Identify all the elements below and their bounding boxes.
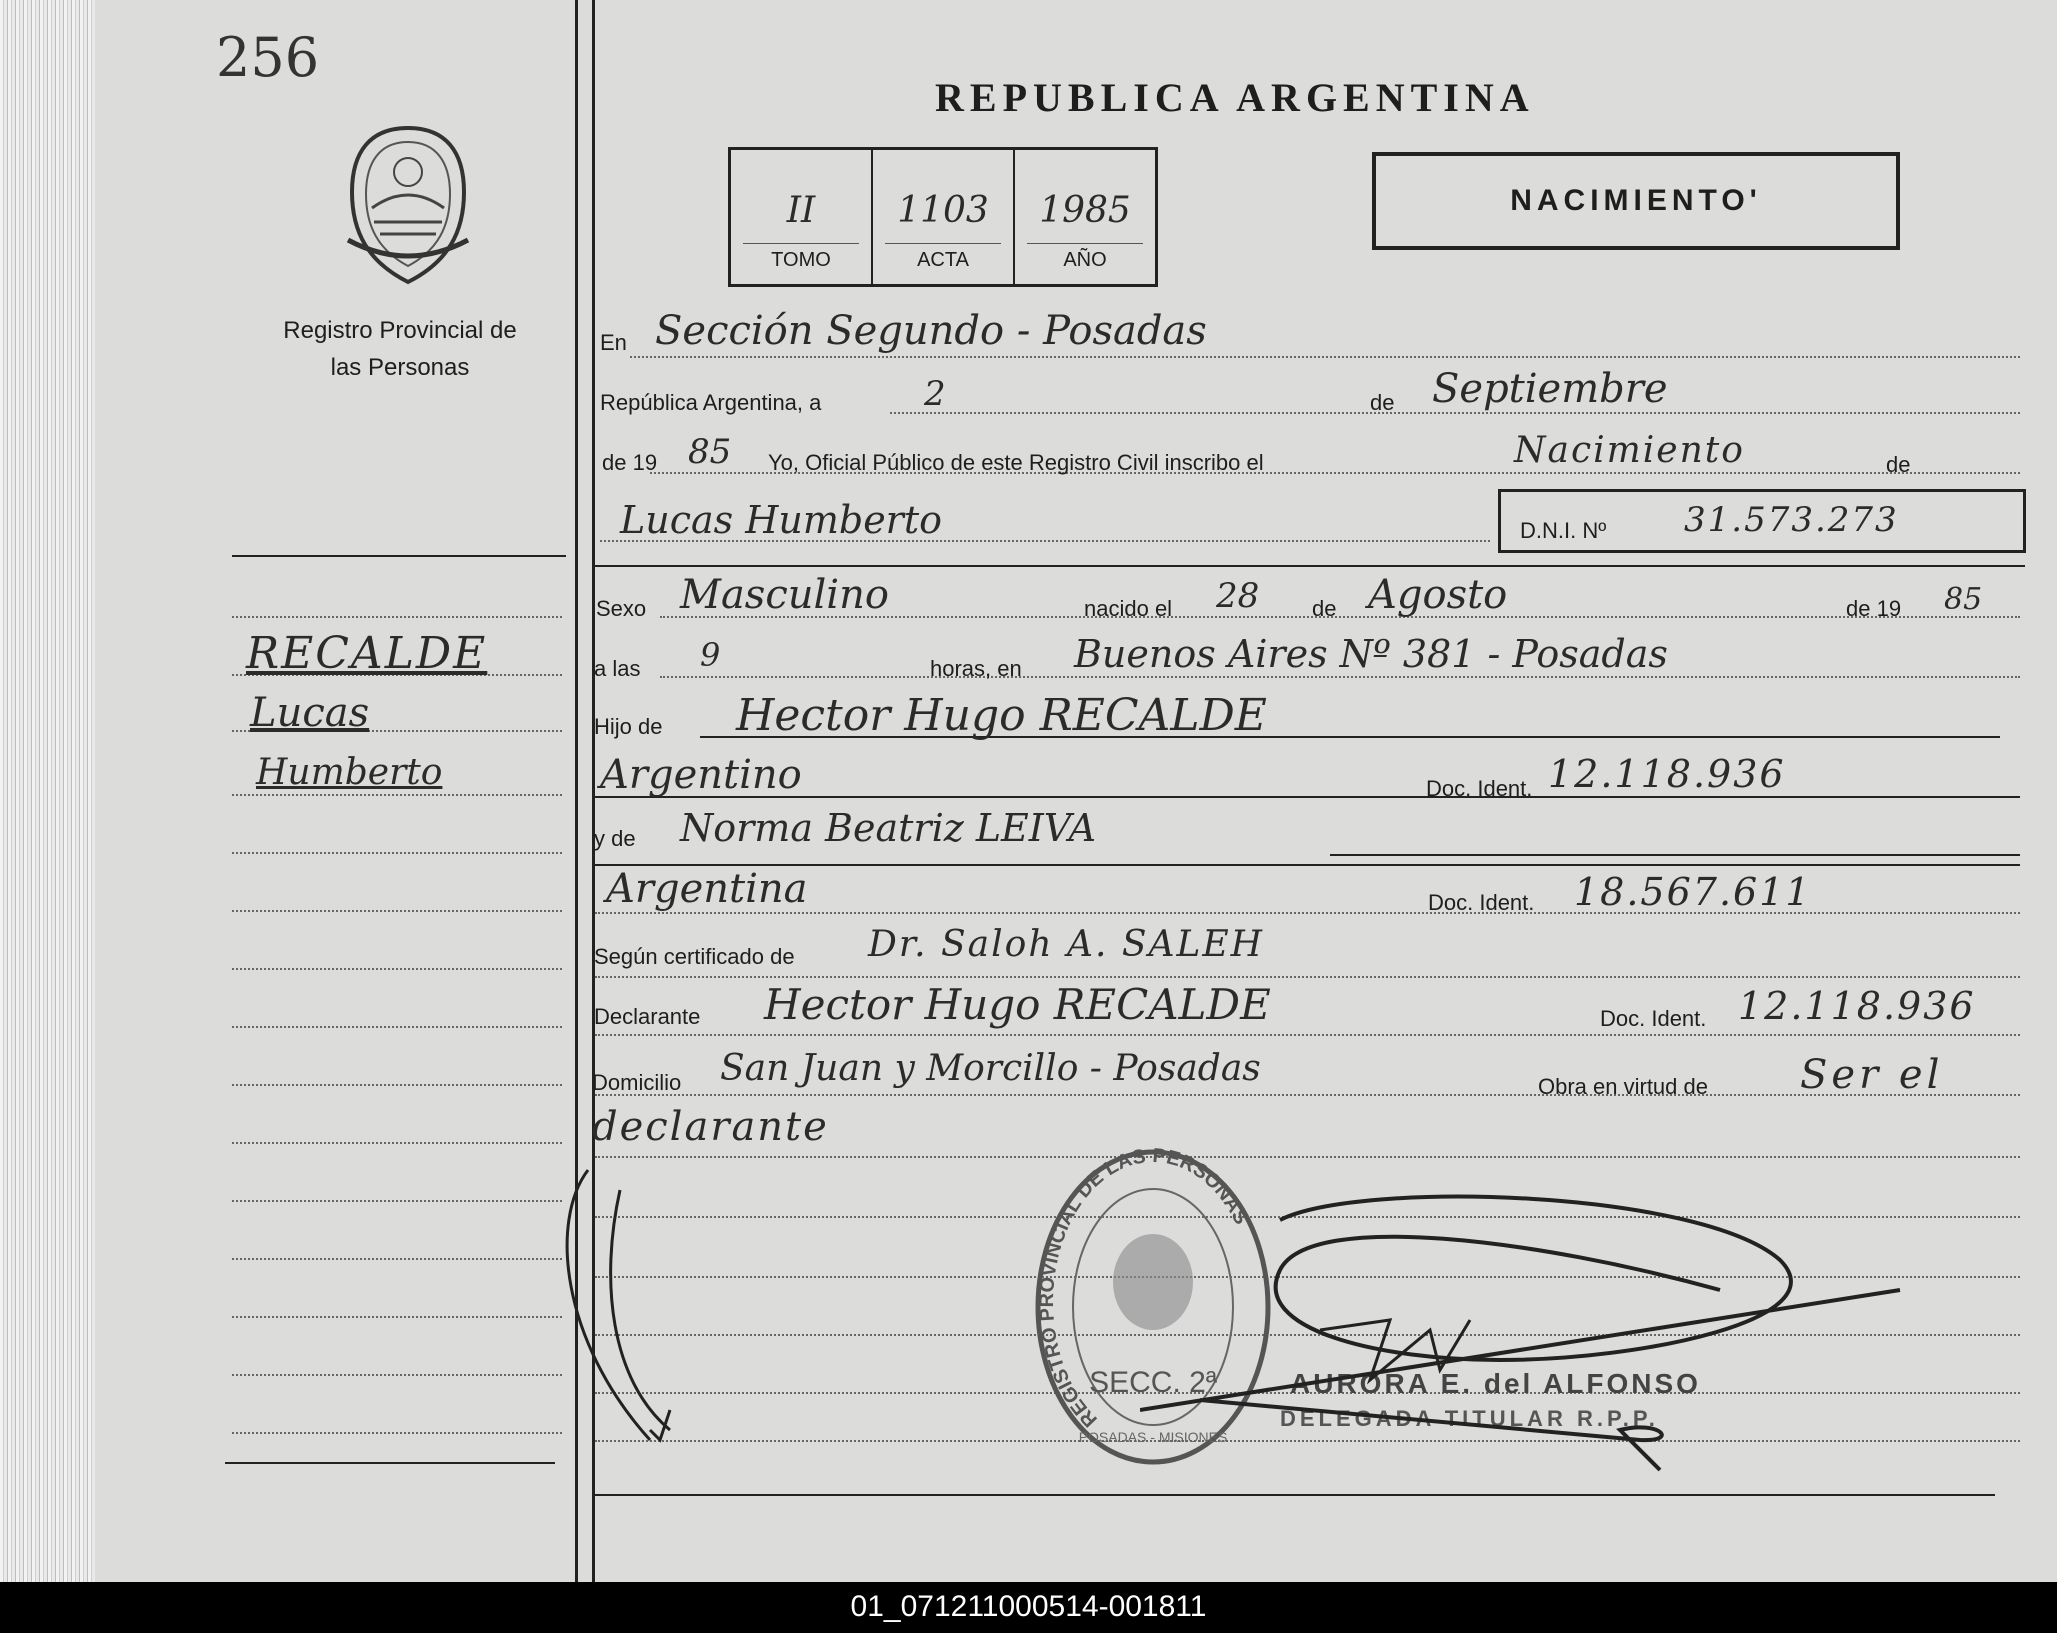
mother-doc-label: Doc. Ident.: [1428, 890, 1535, 915]
form-line-13: [595, 1034, 2020, 1036]
margin-dotted-line: [232, 968, 562, 970]
official-signature: [1140, 1180, 1960, 1480]
act-value: Nacimiento: [1514, 430, 1745, 471]
anio-value: 1985: [1039, 190, 1131, 231]
record-type: NACIMIENTO': [1510, 184, 1762, 217]
margin-top-rule: [232, 555, 566, 557]
mother-nationality-value: Argentina: [606, 866, 808, 912]
place-value: Buenos Aires Nº 381 - Posadas: [1074, 632, 1668, 676]
stamp-bottom-text: POSADAS - MISIONES: [1078, 1429, 1228, 1445]
form-line-2: [890, 412, 2020, 414]
section-value: Sección Segundo - Posadas: [655, 308, 1207, 354]
dni-value: 31.573.273: [1684, 500, 1899, 540]
form-line-10: [595, 864, 2020, 866]
father-value: Hector Hugo RECALDE: [736, 690, 1267, 741]
caption-bar: [0, 1582, 2057, 1633]
day-value: 2: [924, 374, 946, 414]
de-label: de: [1370, 390, 1395, 415]
record-type-box: [1372, 152, 1900, 250]
margin-bottom-rule: [225, 1462, 555, 1464]
form-line-6: [660, 676, 2020, 678]
en-label: En: [600, 330, 627, 355]
margin-dotted-line: [232, 1258, 562, 1260]
mother-doc-value: 18.567.611: [1574, 870, 1812, 914]
domicilio-value: San Juan y Morcillo - Posadas: [720, 1048, 1261, 1089]
form-line-1: [630, 356, 2020, 358]
a-las-label: a las: [594, 656, 641, 681]
margin-dotted-line: [232, 1142, 562, 1144]
year-value: 85: [688, 432, 732, 472]
birth-year-value: 85: [1944, 582, 1983, 617]
father-doc-label: Doc. Ident.: [1426, 776, 1533, 801]
tomo-value: II: [786, 190, 816, 231]
certificado-label: Según certificado de: [594, 944, 795, 969]
registry-reference-box: [728, 147, 1158, 287]
official-title: DELEGADA TITULAR R.P.P.: [1280, 1406, 1659, 1431]
form-line-9: [1330, 854, 2020, 856]
declarante-doc-label: Doc. Ident.: [1600, 1006, 1707, 1031]
margin-dotted-line: [232, 1084, 562, 1086]
margin-first-name: Lucas: [250, 690, 370, 736]
oficial-text: Yo, Oficial Público de este Registro Civil inscribo el: [768, 450, 1264, 475]
dni-label: D.N.I. Nº: [1520, 518, 1607, 543]
person-name-value: Lucas Humberto: [620, 498, 942, 542]
certificado-value: Dr. Saloh A. SALEH: [868, 924, 1265, 965]
de19-label: de 19: [1846, 596, 1902, 621]
nacido-label: nacido el: [1084, 596, 1173, 621]
de-label-2: de: [1886, 452, 1911, 477]
mother-value: Norma Beatriz LEIVA: [680, 806, 1097, 850]
horas-label: horas, en: [930, 656, 1022, 681]
margin-surname: RECALDE: [246, 628, 488, 679]
book-page-edges: [0, 0, 95, 1582]
hora-value: 9: [700, 636, 721, 674]
official-name: AURORA E. del ALFONSO: [1290, 1368, 1701, 1399]
obra-value-2: declarante: [592, 1104, 829, 1150]
acta-value: 1103: [897, 190, 989, 231]
domicilio-label: Domicilio: [592, 1070, 682, 1095]
sexo-value: Masculino: [680, 572, 889, 618]
form-line-8: [595, 796, 2020, 798]
declarante-label: Declarante: [594, 1004, 701, 1029]
margin-dotted-line: [232, 616, 562, 618]
anio-label: AÑO: [1063, 249, 1107, 271]
province-seal-icon: [340, 122, 476, 288]
stamp-center-text: SECC. 2ª: [1089, 1366, 1217, 1399]
declarante-value: Hector Hugo RECALDE: [764, 980, 1271, 1029]
page-number: 256: [216, 26, 320, 89]
country-title: REPUBLICA ARGENTINA: [935, 75, 1535, 120]
hijo-label: Hijo de: [594, 714, 663, 739]
declarante-doc-value: 12.118.936: [1738, 984, 1976, 1028]
section-rule: [595, 565, 2025, 567]
margin-dotted-line: [232, 852, 562, 854]
obra-label: Obra en virtud de: [1538, 1074, 1708, 1099]
form-bottom-rule: [595, 1494, 1995, 1496]
obra-value: Ser el: [1800, 1052, 1944, 1098]
year-prefix-label: de 19: [602, 450, 658, 475]
y-de-label: y de: [594, 826, 636, 851]
de-label-3: de: [1312, 596, 1337, 621]
registry-office-name: Registro Provincial de las Personas: [283, 317, 517, 381]
birth-day-value: 28: [1216, 576, 1260, 616]
margin-dotted-line: [232, 1316, 562, 1318]
margin-dotted-line: [232, 1200, 562, 1202]
republica-label: República Argentina, a: [600, 390, 822, 415]
father-nationality-value: Argentino: [600, 752, 802, 798]
sexo-label: Sexo: [596, 596, 647, 621]
form-line-12: [595, 976, 2020, 978]
margin-dotted-line: [232, 910, 562, 912]
acta-cell: [873, 150, 1015, 284]
birth-month-value: Agosto: [1368, 572, 1508, 618]
margin-dotted-line: [232, 794, 562, 796]
anio-cell: [1015, 150, 1155, 284]
tomo-label: TOMO: [771, 249, 831, 271]
form-line-15: [595, 1156, 2020, 1158]
margin-dotted-line: [232, 1432, 562, 1434]
stamp-ring-text: REGISTRO PROVINCIAL DE LAS PERSONAS: [1035, 1144, 1253, 1432]
margin-second-name: Humberto: [256, 752, 443, 793]
tomo-cell: [731, 150, 873, 284]
left-signature: [540, 1160, 720, 1460]
margin-dotted-line: [232, 1026, 562, 1028]
image-caption: 01_071211000514-001811: [850, 1590, 1207, 1623]
month-value: Septiembre: [1432, 366, 1668, 412]
father-doc-value: 12.118.936: [1548, 752, 1786, 796]
margin-dotted-line: [232, 1374, 562, 1376]
acta-label: ACTA: [917, 249, 969, 271]
